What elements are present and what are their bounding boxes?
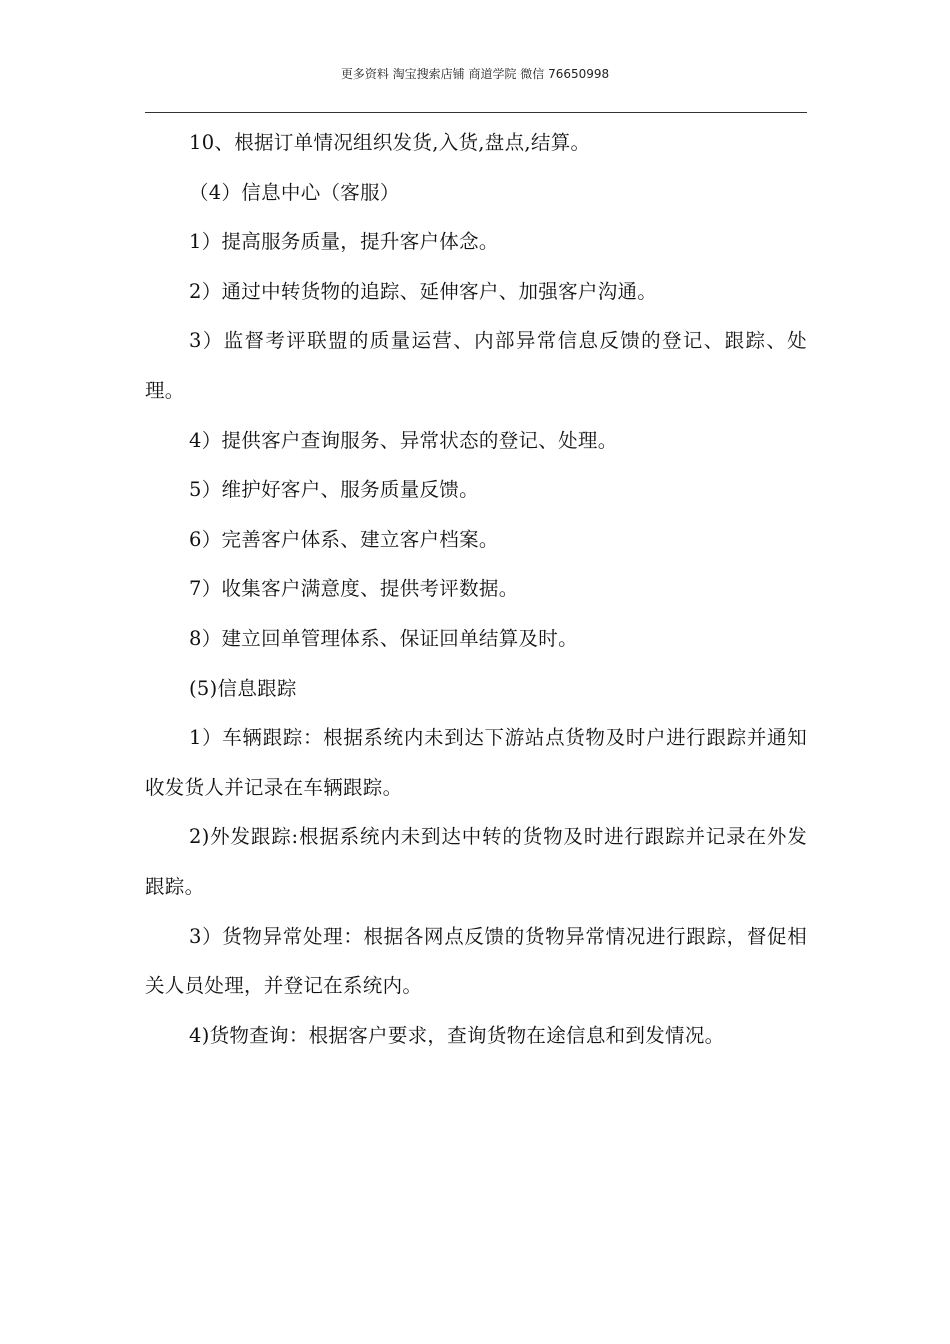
header-divider <box>145 112 807 113</box>
list-item: 5）维护好客户、服务质量反馈。 <box>189 478 479 502</box>
page-header: 更多资料 淘宝搜索店铺 商道学院 微信 76650998 <box>340 67 610 81</box>
paragraph-order-handling: 10、根据订单情况组织发货,入货,盘点,结算。 <box>189 131 591 154</box>
list-item: 3）监督考评联盟的质量运营、内部异常信息反馈的登记、跟踪、处理。 <box>145 329 807 402</box>
document-body <box>145 118 807 1060</box>
list-item: 4)货物查询：根据客户要求，查询货物在途信息和到发情况。 <box>189 1023 725 1047</box>
list-item: 7）收集客户满意度、提供考评数据。 <box>189 577 519 601</box>
section-heading-info-tracking: (5)信息跟踪 <box>189 676 297 700</box>
list-item: 2)外发跟踪:根据系统内未到达中转的货物及时进行跟踪并记录在外发跟踪。 <box>145 825 807 898</box>
list-item: 3）货物异常处理：根据各网点反馈的货物异常情况进行跟踪，督促相关人员处理，并登记在系统内。 <box>145 924 807 998</box>
list-item: 1）提高服务质量，提升客户体念。 <box>189 230 499 254</box>
list-item: 6）完善客户体系、建立客户档案。 <box>189 527 499 551</box>
list-item: 8）建立回单管理体系、保证回单结算及时。 <box>189 626 578 650</box>
list-item: 4）提供客户查询服务、异常状态的登记、处理。 <box>189 428 618 452</box>
list-item: 1）车辆跟踪：根据系统内未到达下游站点货物及时户进行跟踪并通知收发货人并记录在车辆跟踪。 <box>145 726 807 799</box>
section-heading-info-center: （4）信息中心（客服） <box>189 180 400 204</box>
list-item: 2）通过中转货物的追踪、延伸客户、加强客户沟通。 <box>189 279 658 303</box>
